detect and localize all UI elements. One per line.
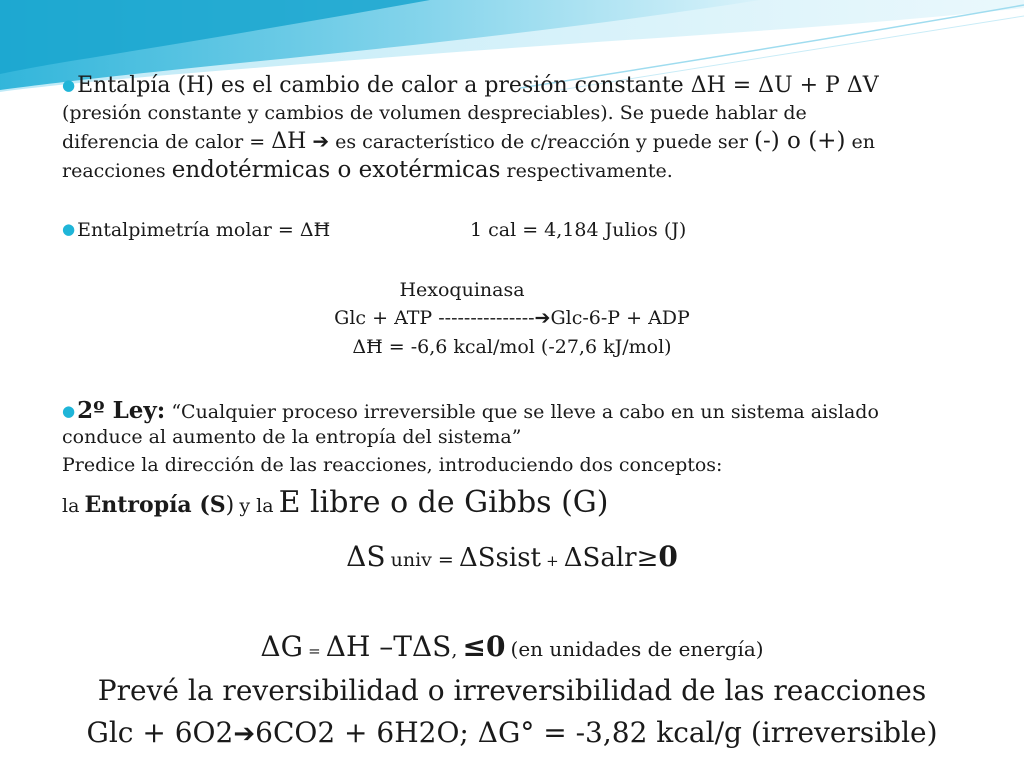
reaction1-products: Glc-6-P + ADP (550, 307, 690, 329)
para1-line3-c: es característico de c/reacción y puede ser (335, 131, 748, 153)
entropy-equation (0, 540, 1024, 573)
gibbs-eq-f: (en unidades de energía) (510, 637, 764, 661)
right-arrow-icon: ➔ (233, 719, 256, 749)
gibbs-equation (0, 630, 1024, 663)
entropy-eq-b: univ = (390, 549, 454, 571)
para3-line3: Predice la dirección de las reacciones, introduciendo dos conceptos: (62, 454, 723, 476)
para1-line1 (62, 73, 982, 98)
reaction1-reactants: Glc + ATP --------------- (334, 307, 535, 329)
para1-line1-text: Entalpía (H) es el cambio de calor a presión constante ΔH = ΔU + P ΔV (77, 73, 879, 98)
law-title: 2º Ley: (77, 397, 166, 424)
para1-line3-e: en (851, 131, 875, 153)
para3-line4 (62, 486, 982, 521)
para2-right: 1 cal = 4,184 Julios (J) (470, 219, 687, 241)
reaction1-equation (0, 307, 1024, 329)
para1-line3-d: (-) o (+) (754, 128, 846, 154)
para3-line4-c: S (209, 492, 226, 518)
para3-line2: conduce al aumento de la entropía del sistema” (62, 426, 522, 448)
para1-line3-a: diferencia de calor = (62, 131, 266, 153)
para1-line4 (62, 157, 982, 183)
reaction2-reactants: Glc + 6O2 (86, 716, 234, 749)
para3-line4-f: E libre o de Gibbs (G) (278, 485, 609, 520)
gibbs-eq-a: ΔG (260, 630, 303, 663)
reaction2-products: 6CO2 + 6H2O; ΔG° = -3,82 kcal/g (irreversible) (255, 716, 938, 749)
reaction2-equation (0, 716, 1024, 749)
para1-line4-a: reacciones (62, 160, 166, 182)
entropy-eq-e: ΔSalr (563, 543, 637, 573)
para1-line4-c: respectivamente. (506, 160, 673, 182)
para2-left: Entalpimetría molar = ΔĦ (77, 219, 331, 241)
bullet-icon: ● (62, 76, 76, 94)
para1-line4-b: endotérmicas o exotérmicas (171, 157, 501, 183)
reaction1-enthalpy: ΔĦ = -6,6 kcal/mol (-27,6 kJ/mol) (352, 336, 672, 358)
para3-line4-d: ) (225, 493, 235, 518)
right-arrow-icon: ➔ (534, 307, 551, 329)
para1-line3 (62, 128, 982, 154)
entropy-eq-c: ΔSsist (458, 543, 541, 573)
entropy-eq-d: + (546, 552, 559, 570)
bullet-icon: ● (62, 402, 76, 420)
gibbs-eq-b: = (308, 642, 321, 660)
para1-line3-b: ΔH (271, 129, 307, 154)
entropy-eq-g: 0 (658, 540, 678, 573)
gibbs-eq-e: ≤0 (462, 630, 506, 663)
gibbs-eq-d: , (451, 639, 458, 661)
para1-line2: (presión constante y cambios de volumen despreciables). Se puede hablar de (62, 102, 807, 124)
enzyme-name: Hexoquinasa (399, 279, 525, 301)
bullet-icon: ● (62, 220, 76, 238)
para3-line4-e: y la (239, 495, 274, 517)
conclusion-text: Prevé la reversibilidad o irreversibilidad de las reacciones (97, 674, 927, 707)
law-quote-1: “Cualquier proceso irreversible que se lleve a cabo en un sistema aislado (171, 401, 879, 423)
gibbs-eq-c: ΔH –TΔS (325, 630, 452, 663)
entropy-eq-a: ΔS (346, 540, 386, 573)
right-arrow-icon: ➔ (312, 129, 330, 153)
entropy-eq-f: ≥ (636, 543, 659, 573)
para3-line4-b: Entropía ( (84, 492, 210, 518)
para3-line4-a: la (62, 495, 80, 517)
para3-line1 (62, 398, 982, 424)
